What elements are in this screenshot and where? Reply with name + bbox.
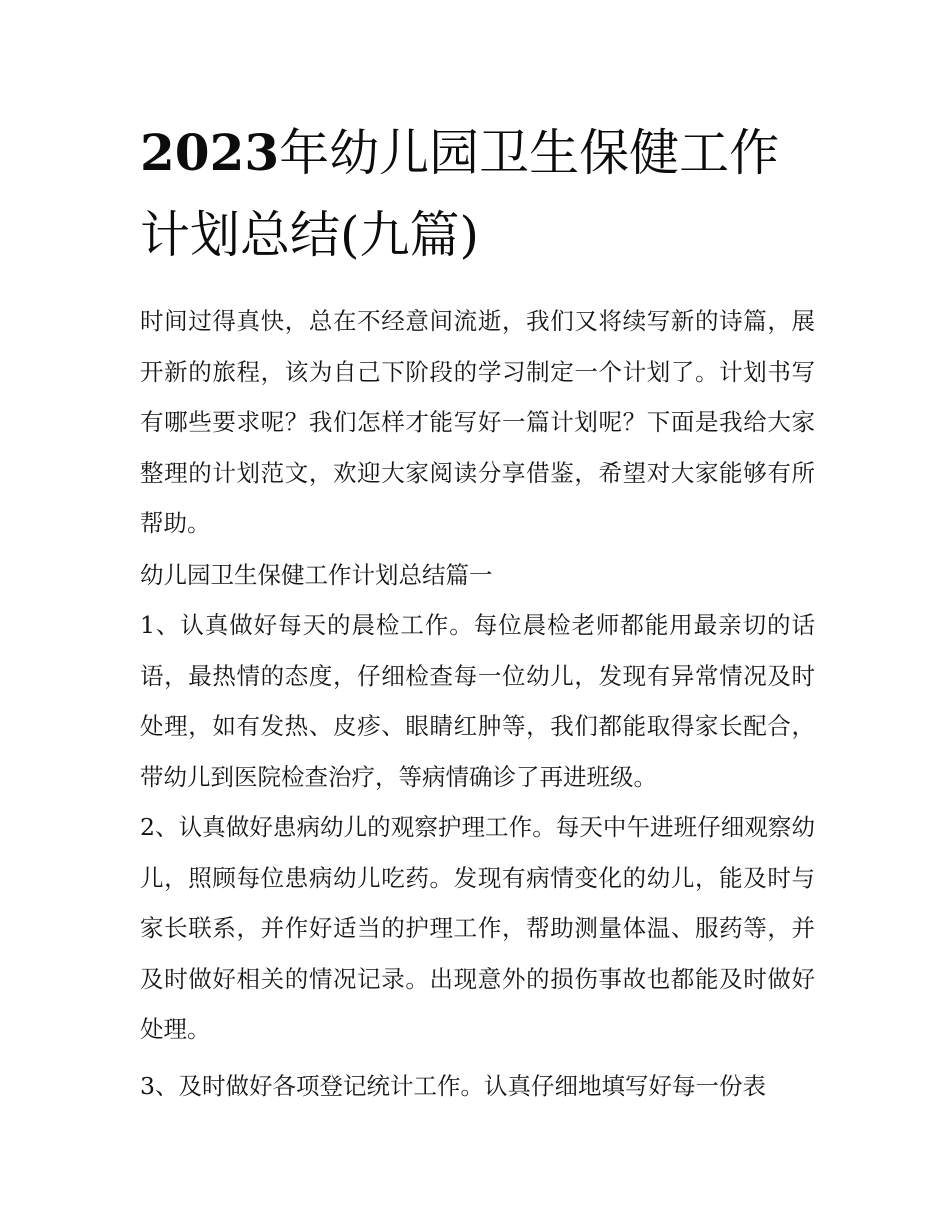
item-paragraph-2: 2、认真做好患病幼儿的观察护理工作。每天中午进班仔细观察幼儿，照顾每位患病幼儿吃药。发现有病情变化的幼儿，能及时与家长联系，并作好适当的护理工作，帮助测量体温、服药等，并及时做好相关的情况记录。出现意外的损伤事故也都能及时做好处理。 <box>140 813 815 1043</box>
document-body <box>140 296 815 1111</box>
title-text: 年幼儿园卫生保健工作计划总结(九篇) <box>140 124 780 264</box>
document-content <box>140 112 815 1111</box>
document-title <box>140 112 815 276</box>
item-paragraph-3: 3、及时做好各项登记统计工作。认真仔细地填写好每一份表 <box>140 1071 766 1100</box>
section-heading: 幼儿园卫生保健工作计划总结篇一 <box>140 560 493 589</box>
intro-paragraph: 时间过得真快，总在不经意间流逝，我们又将续写新的诗篇，展开新的旅程，该为自己下阶段的学习制定一个计划了。计划书写有哪些要求呢？我们怎样才能写好一篇计划呢？下面是我给大家整理的计划范文，欢迎大家阅读分享借鉴，希望对大家能够有所帮助。 <box>140 307 815 537</box>
title-year: 2023 <box>140 123 280 182</box>
item-paragraph-1: 1、认真做好每天的晨检工作。每位晨检老师都能用最亲切的话语，最热情的态度，仔细检查每一位幼儿，发现有异常情况及时处理，如有发热、皮疹、眼睛红肿等，我们都能取得家长配合，带幼儿到医院检查治疗，等病情确诊了再进班级。 <box>140 611 815 791</box>
